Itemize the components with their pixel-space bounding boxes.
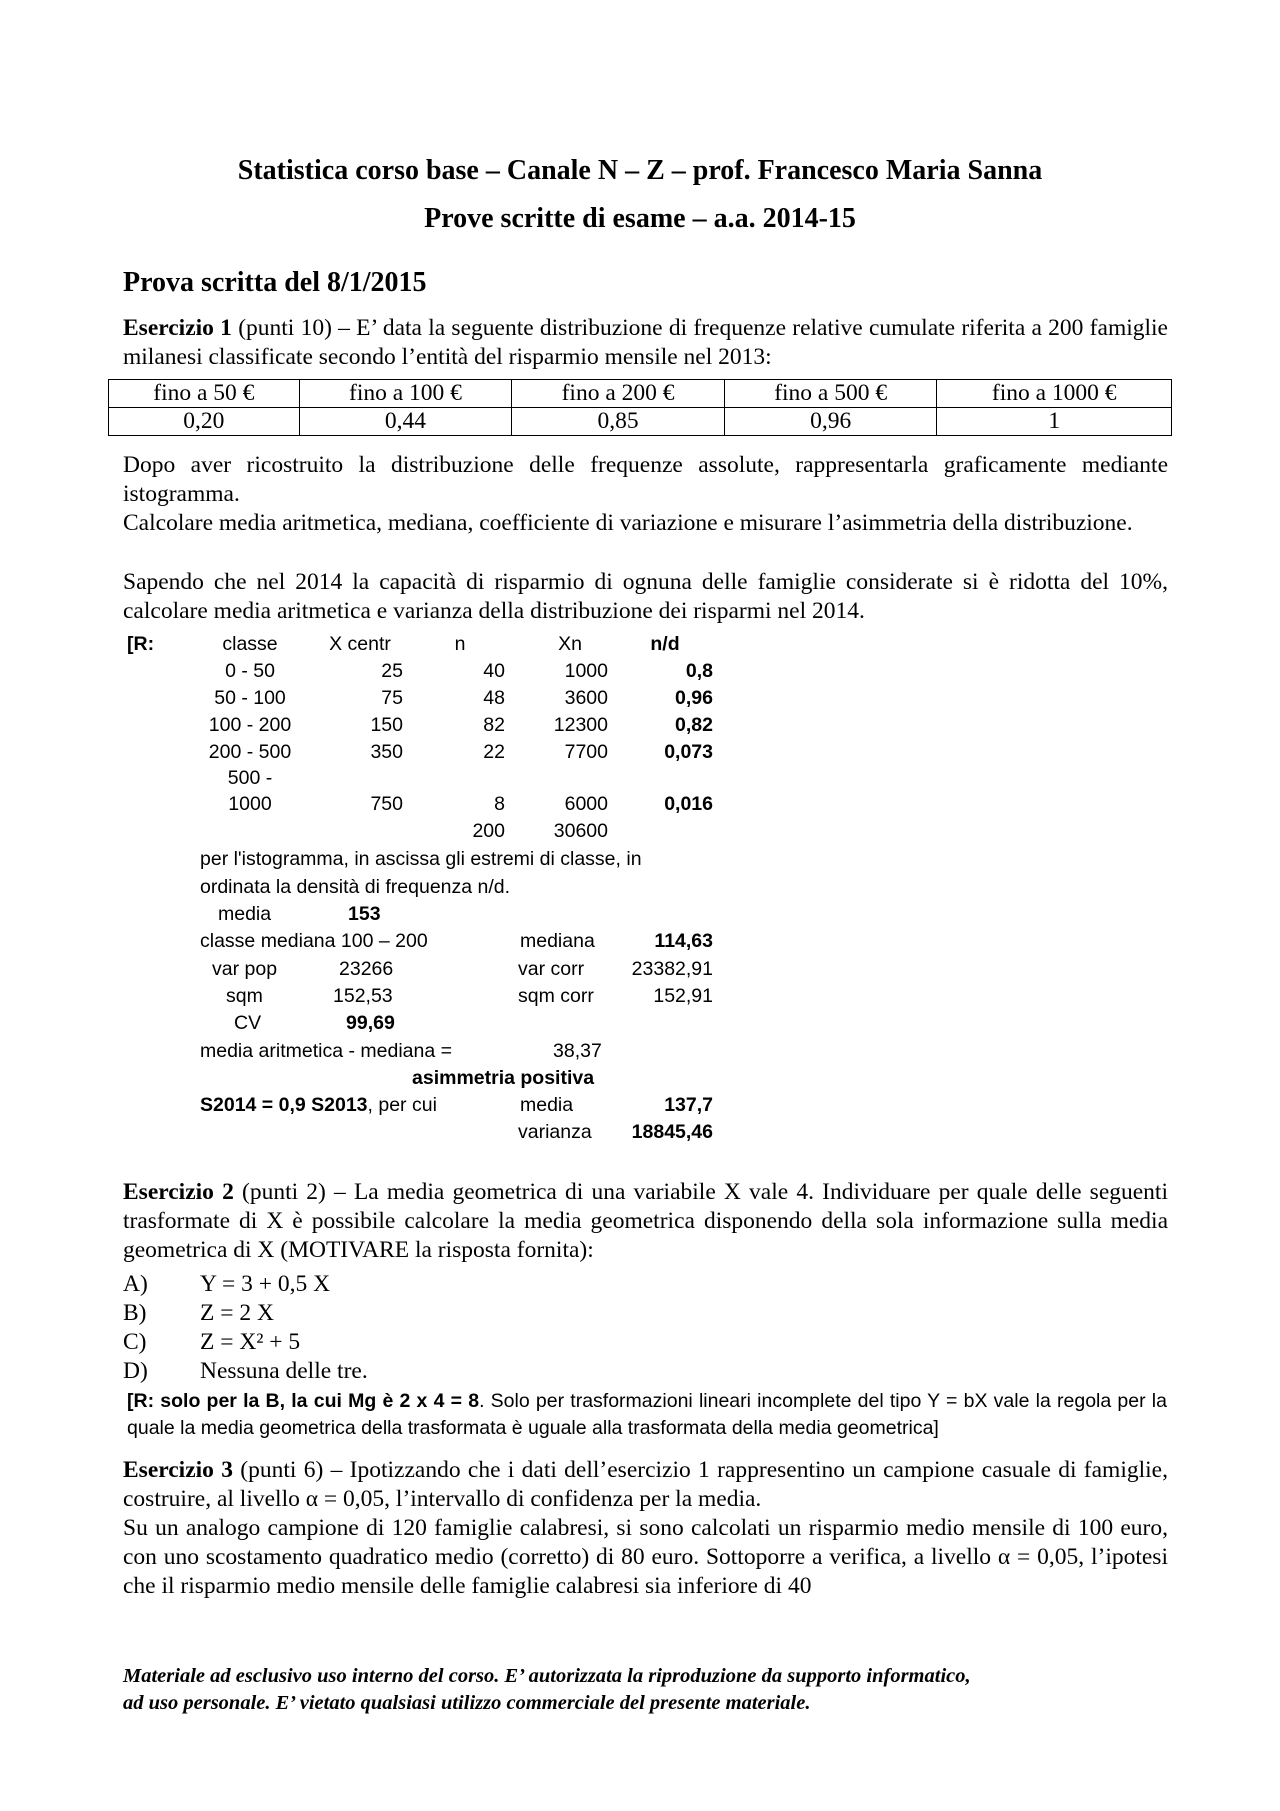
- choice-text: Z = 2 X: [200, 1300, 274, 1326]
- choice-letter: C): [123, 1329, 147, 1355]
- sqm-value: 152,53: [333, 985, 393, 1007]
- media-2014-label: media: [520, 1094, 574, 1116]
- page-subtitle: Prove scritte di esame – a.a. 2014-15: [424, 203, 856, 234]
- table-cell: 0,96: [724, 408, 937, 436]
- exercise-2-label: Esercizio 2: [123, 1179, 234, 1205]
- table-cell: fino a 500 €: [724, 380, 937, 408]
- table-cell: 0,20: [109, 408, 300, 436]
- table-cell: 1: [937, 408, 1172, 436]
- choice-letter: D): [123, 1358, 148, 1384]
- choice-letter: B): [123, 1300, 147, 1326]
- table-row-nd: 0,8: [685, 660, 713, 682]
- sqm-corr-label: sqm corr: [518, 985, 594, 1007]
- exercise-2-answer-bold: [R: solo per la B, la cui Mg è 2 x 4 = 8: [127, 1390, 480, 1412]
- table-row-classe: 200 - 500: [208, 741, 292, 763]
- var-corr-value: 23382,91: [631, 958, 713, 980]
- exercise-2-answer-text: . Solo per trasformazioni lineari incomplete del tipo Y = bX vale la regola per la quale la media geometrica della trasformata è uguale alla trasformata della media geometrica]: [127, 1390, 1167, 1439]
- column-header: n/d: [650, 633, 680, 655]
- var-corr-label: var corr: [518, 958, 585, 980]
- total-xn: 30600: [553, 820, 608, 842]
- table-row-classe: 500 -: [227, 767, 273, 789]
- media-value: 153: [348, 903, 381, 925]
- diff-value: 38,37: [553, 1040, 602, 1062]
- solution-note: per l'istogramma, in ascissa gli estremi di classe, in: [200, 848, 642, 870]
- column-header: X centr: [329, 633, 391, 655]
- table-cell: 0,85: [512, 408, 725, 436]
- table-row-x: 350: [370, 741, 403, 763]
- table-row-n: 40: [483, 660, 505, 682]
- choice-text: Y = 3 + 0,5 X: [200, 1271, 331, 1297]
- footer-disclaimer: Materiale ad esclusivo uso interno del corso. E’ autorizzata la riproduzione da supporto informatico,: [123, 1665, 971, 1687]
- s2014-relation: [200, 1094, 437, 1117]
- s2014-rest: , per cui: [367, 1094, 437, 1116]
- table-row-x: 25: [381, 660, 403, 682]
- choice-letter: A): [123, 1271, 148, 1297]
- cv-value: 99,69: [346, 1012, 395, 1034]
- asimmetria-result: asimmetria positiva: [412, 1067, 595, 1089]
- frequency-table-value-row: [109, 408, 1172, 436]
- varianza-2014-label: varianza: [518, 1121, 592, 1143]
- column-header: Xn: [558, 633, 582, 655]
- table-row-nd: 0,96: [675, 687, 713, 709]
- table-cell: 0,44: [299, 408, 512, 436]
- table-row-xn: 3600: [564, 687, 608, 709]
- table-cell: fino a 200 €: [512, 380, 725, 408]
- choice-text: Z = X² + 5: [200, 1329, 301, 1355]
- column-header: classe: [222, 633, 278, 655]
- table-row-nd: 0,073: [664, 741, 713, 763]
- mediana-label: mediana: [520, 930, 595, 952]
- table-row-classe: 50 - 100: [214, 687, 286, 709]
- exercise-2-intro: [123, 1178, 1168, 1265]
- solution-note: ordinata la densità di frequenza n/d.: [200, 876, 511, 898]
- table-row-classe: 0 - 50: [225, 660, 275, 682]
- table-cell: fino a 1000 €: [937, 380, 1172, 408]
- table-row-n: 22: [483, 741, 505, 763]
- table-row-x: 750: [370, 793, 403, 815]
- exercise-1-paragraph: Sapendo che nel 2014 la capacità di risparmio di ognuna delle famiglie considerate si è ridotta del 10%, calcolare media aritmetica e varianza della distribuzione dei risparmi nel 2014.: [123, 569, 1168, 624]
- s2014-formula: S2014 = 0,9 S2013: [200, 1094, 368, 1116]
- exercise-1-paragraph: Dopo aver ricostruito la distribuzione delle frequenze assolute, rappresentarla graficamente mediante istogramma.: [123, 452, 1168, 507]
- media-2014-value: 137,7: [664, 1094, 713, 1116]
- table-row-xn: 1000: [564, 660, 608, 682]
- table-row-n: 48: [483, 687, 505, 709]
- exercise-2-intro-text: (punti 2) – La media geometrica di una variabile X vale 4. Individuare per quale delle seguenti trasformate di X è possibile calcolare la media geometrica disponendo della sola informazione sulla media geometrica di X (MOTIVARE la risposta fornita):: [123, 1179, 1168, 1263]
- table-row-nd: 0,82: [675, 714, 713, 736]
- frequency-table-header-row: [109, 380, 1172, 408]
- table-row-xn: 12300: [553, 714, 608, 736]
- solution-label: [R:: [127, 633, 155, 655]
- exercise-3-text: (punti 6) – Ipotizzando che i dati dell’esercizio 1 rappresentino un campione casuale di famiglie, costruire, al livello α = 0,05, l’intervallo di confidenza per la media.: [123, 1457, 1168, 1512]
- diff-label: media aritmetica - mediana =: [200, 1040, 452, 1062]
- footer-disclaimer: ad uso personale. E’ vietato qualsiasi utilizzo commerciale del presente materiale.: [123, 1692, 811, 1714]
- exercise-1-label: Esercizio 1: [123, 315, 232, 341]
- exercise-3-paragraph: [123, 1456, 1168, 1514]
- mediana-value: 114,63: [654, 930, 713, 952]
- exercise-1-intro-text: (punti 10) – E’ data la seguente distribuzione di frequenze relative cumulate riferita a 200 famiglie milanesi classificate secondo l’entità del risparmio mensile nel 2013:: [123, 315, 1168, 370]
- table-row-x: 75: [381, 687, 403, 709]
- table-row-xn: 7700: [564, 741, 608, 763]
- table-row-x: 150: [370, 714, 403, 736]
- total-n: 200: [472, 820, 505, 842]
- section-heading: Prova scritta del 8/1/2015: [123, 267, 427, 298]
- sqm-label: sqm: [226, 985, 263, 1007]
- exercise-2-answer: [127, 1388, 1167, 1442]
- table-row-xn: 6000: [564, 793, 608, 815]
- varianza-2014-value: 18845,46: [631, 1121, 713, 1143]
- exercise-3-label: Esercizio 3: [123, 1457, 233, 1483]
- column-header: n: [454, 633, 466, 655]
- var-pop-value: 23266: [339, 958, 394, 980]
- exercise-1-paragraph: Calcolare media aritmetica, mediana, coefficiente di variazione e misurare l’asimmetria della distribuzione.: [123, 510, 1133, 536]
- table-cell: fino a 50 €: [109, 380, 300, 408]
- exercise-3-paragraph: Su un analogo campione di 120 famiglie calabresi, si sono calcolati un risparmio medio mensile di 100 euro, con uno scostamento quadratico medio (corretto) di 80 euro. Sottoporre a verifica, a livello α = 0,05, l’ipotesi che il risparmio medio mensile delle famiglie calabresi sia inferiore di 40: [123, 1515, 1168, 1599]
- sqm-corr-value: 152,91: [653, 985, 713, 1007]
- page-title: Statistica corso base – Canale N – Z – prof. Francesco Maria Sanna: [237, 155, 1043, 186]
- table-row-nd: 0,016: [664, 793, 713, 815]
- frequency-table: [108, 379, 1172, 436]
- table-row-classe: 100 - 200: [208, 714, 292, 736]
- choice-text: Nessuna delle tre.: [200, 1358, 368, 1384]
- classe-mediana: classe mediana 100 – 200: [200, 930, 428, 952]
- var-pop-label: var pop: [212, 958, 278, 980]
- table-row-n: 82: [483, 714, 505, 736]
- cv-label: CV: [234, 1012, 262, 1034]
- table-row-classe: 1000: [228, 793, 272, 815]
- media-label: media: [218, 903, 272, 925]
- exercise-1-intro: [123, 314, 1168, 372]
- table-row-n: 8: [494, 793, 505, 815]
- table-cell: fino a 100 €: [299, 380, 512, 408]
